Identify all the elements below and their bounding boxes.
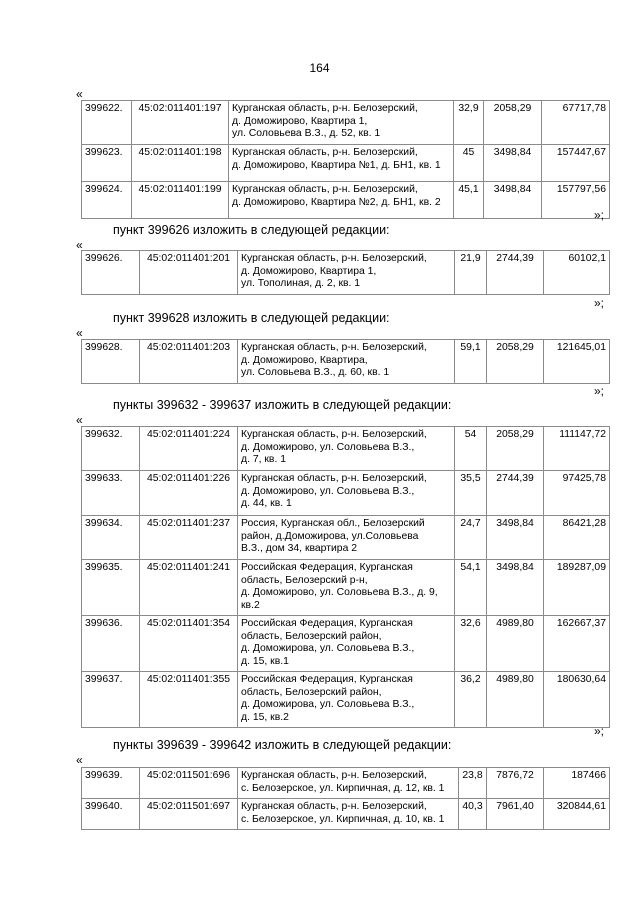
page-number: 164	[309, 61, 330, 75]
open-quote: «	[76, 326, 83, 340]
area: 32,6	[455, 616, 487, 672]
table-row	[82, 516, 610, 560]
area: 32,9	[454, 101, 484, 145]
row-number: 399632.	[82, 427, 140, 471]
row-number: 399636.	[82, 616, 140, 672]
amendment-instruction: пункт 399628 изложить в следующей редакции:	[113, 311, 390, 325]
amendment-instruction: пункты 399632 - 399637 изложить в следующей редакции:	[113, 398, 452, 412]
total: 86421,28	[544, 516, 610, 560]
table-row	[82, 340, 610, 384]
address: Курганская область, р-н. Белозерский, д. Доможирово, Квартира №2, д. БН1, кв. 2	[229, 182, 454, 219]
address: Курганская область, р-н. Белозерский, д. Доможирово, ул. Соловьева В.З., д. 44, кв. 1	[238, 471, 455, 516]
registry-table	[81, 426, 610, 728]
total: 189287,09	[544, 560, 610, 616]
cadastral-number: 45:02:011401:203	[140, 340, 238, 384]
cadastral-number: 45:02:011401:201	[140, 251, 238, 295]
address: Российская Федерация, Курганская область, Белозерский район, д. Доможирова, ул. Соловьева В.З., д. 15, кв.1	[238, 616, 455, 672]
table-row	[82, 768, 610, 799]
row-number: 399626.	[82, 251, 140, 295]
amendment-instruction: пункты 399639 - 399642 изложить в следующей редакции:	[113, 738, 452, 752]
address: Курганская область, р-н. Белозерский, д. Доможирово, ул. Соловьева В.З., д. 7, кв. 1	[238, 427, 455, 471]
total: 162667,37	[544, 616, 610, 672]
address: Курганская область, р-н. Белозерский, д. Доможирово, Квартира, ул. Соловьева В.З., д. 60, кв. 1	[238, 340, 455, 384]
address: Курганская область, р-н. Белозерский, с. Белозерское, ул. Кирпичная, д. 12, кв. 1	[238, 768, 459, 799]
total: 187466	[544, 768, 610, 799]
price: 3498,84	[484, 182, 542, 219]
amendment-instruction: пункт 399626 изложить в следующей редакции:	[113, 223, 390, 237]
address: Российская Федерация, Курганская область, Белозерский р-н, д. Доможирово, ул. Соловьева В.З., д. 9, кв.2	[238, 560, 455, 616]
price: 2058,29	[487, 427, 544, 471]
cadastral-number: 45:02:011401:224	[140, 427, 238, 471]
table-row	[82, 427, 610, 471]
close-quote: »;	[594, 296, 605, 310]
row-number: 399623.	[82, 145, 132, 182]
total: 121645,01	[544, 340, 610, 384]
row-number: 399624.	[82, 182, 132, 219]
row-number: 399639.	[82, 768, 140, 799]
price: 4989,80	[487, 672, 544, 728]
close-quote: »;	[594, 724, 605, 738]
registry-table	[81, 250, 610, 295]
registry-table	[81, 100, 610, 222]
price: 3498,84	[487, 560, 544, 616]
area: 59,1	[455, 340, 487, 384]
price: 2744,39	[487, 251, 544, 295]
address: Российская Федерация, Курганская область, Белозерский район, д. Доможирова, ул. Соловьева В.З., д. 15, кв.2	[238, 672, 455, 728]
open-quote: «	[76, 753, 83, 767]
table-row	[82, 251, 610, 295]
price: 7961,40	[487, 799, 544, 830]
total: 157797,56	[542, 182, 610, 219]
total: 180630,64	[544, 672, 610, 728]
table-row	[82, 101, 610, 145]
area: 21,9	[455, 251, 487, 295]
total: 111147,72	[544, 427, 610, 471]
row-number: 399628.	[82, 340, 140, 384]
table-row	[82, 616, 610, 672]
price: 7876,72	[487, 768, 544, 799]
close-quote: »;	[594, 208, 605, 222]
open-quote: «	[76, 238, 83, 252]
registry-table	[81, 339, 610, 384]
cadastral-number: 45:02:011401:354	[140, 616, 238, 672]
open-quote: «	[76, 87, 83, 101]
cadastral-number: 45:02:011401:241	[140, 560, 238, 616]
row-number: 399634.	[82, 516, 140, 560]
table-row	[82, 672, 610, 728]
area: 54,1	[455, 560, 487, 616]
cadastral-number: 45:02:011401:199	[132, 182, 229, 219]
table-row	[82, 560, 610, 616]
price: 4989,80	[487, 616, 544, 672]
price: 2058,29	[487, 340, 544, 384]
total: 67717,78	[542, 101, 610, 145]
cadastral-number: 45:02:011401:198	[132, 145, 229, 182]
row-number: 399637.	[82, 672, 140, 728]
row-number: 399640.	[82, 799, 140, 830]
total: 97425,78	[544, 471, 610, 516]
area: 54	[455, 427, 487, 471]
close-quote: »;	[594, 384, 605, 398]
address: Курганская область, р-н. Белозерский, д. Доможирово, Квартира №1, д. БН1, кв. 1	[229, 145, 454, 182]
row-number: 399635.	[82, 560, 140, 616]
table-row	[82, 182, 610, 219]
cadastral-number: 45:02:011401:237	[140, 516, 238, 560]
area: 23,8	[459, 768, 487, 799]
cadastral-number: 45:02:011401:197	[132, 101, 229, 145]
total: 320844,61	[544, 799, 610, 830]
table-row	[82, 145, 610, 182]
registry-table	[81, 767, 610, 830]
price: 2744,39	[487, 471, 544, 516]
area: 45,1	[454, 182, 484, 219]
total: 157447,67	[542, 145, 610, 182]
area: 40,3	[459, 799, 487, 830]
cadastral-number: 45:02:011401:355	[140, 672, 238, 728]
area: 24,7	[455, 516, 487, 560]
address: Курганская область, р-н. Белозерский, д. Доможирово, Квартира 1, ул. Тополиная, д. 2, кв. 1	[238, 251, 455, 295]
address: Курганская область, р-н. Белозерский, с. Белозерское, ул. Кирпичная, д. 10, кв. 1	[238, 799, 459, 830]
cadastral-number: 45:02:011401:226	[140, 471, 238, 516]
price: 3498,84	[484, 145, 542, 182]
cadastral-number: 45:02:011501:697	[140, 799, 238, 830]
address: Курганская область, р-н. Белозерский, д. Доможирово, Квартира 1, ул. Соловьева В.З., д. 52, кв. 1	[229, 101, 454, 145]
area: 36,2	[455, 672, 487, 728]
table-row	[82, 799, 610, 830]
total: 60102,1	[544, 251, 610, 295]
price: 2058,29	[484, 101, 542, 145]
price: 3498,84	[487, 516, 544, 560]
cadastral-number: 45:02:011501:696	[140, 768, 238, 799]
area: 45	[454, 145, 484, 182]
area: 35,5	[455, 471, 487, 516]
row-number: 399633.	[82, 471, 140, 516]
open-quote: «	[76, 413, 83, 427]
row-number: 399622.	[82, 101, 132, 145]
table-row	[82, 471, 610, 516]
address: Россия, Курганская обл., Белозерский район, д.Доможирова, ул.Соловьева В.З., дом 34, квартира 2	[238, 516, 455, 560]
